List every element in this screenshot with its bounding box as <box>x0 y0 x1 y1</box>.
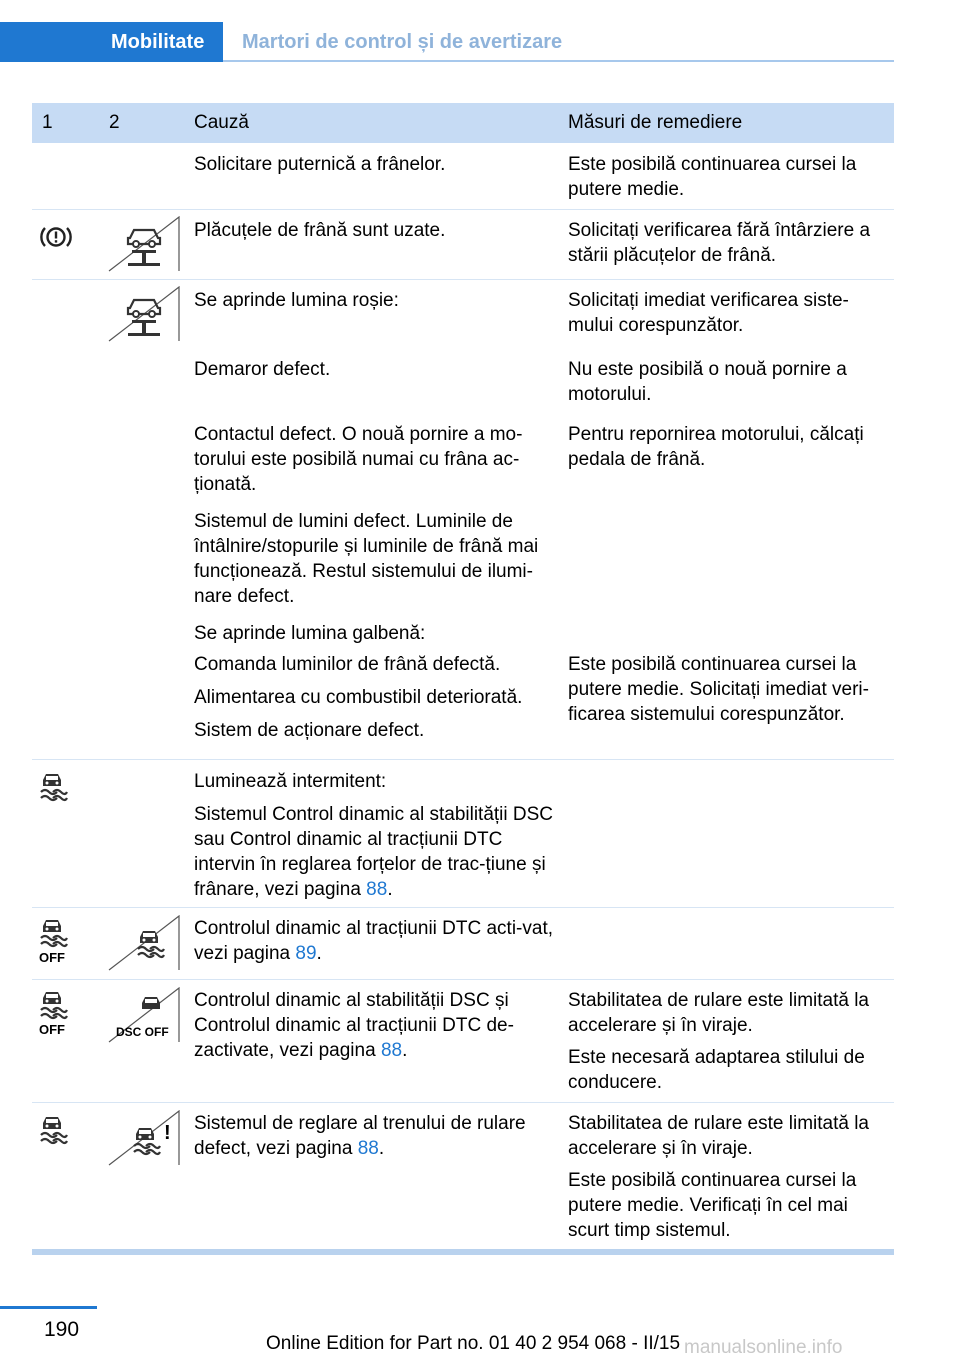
punctuation: . <box>387 879 393 900</box>
page-link[interactable]: 88 <box>380 1040 403 1061</box>
cause-text: Solicitare puternică a frânelor. <box>194 154 446 175</box>
brake-warning-icon <box>39 224 73 250</box>
remedy-text: Este posibilă continuarea cursei la putere medie. Verificați în cel mai scurt timp sistemul. <box>568 1170 857 1241</box>
cause-text: Sistem de acționare defect. <box>194 720 425 741</box>
cause-text <box>194 988 556 1063</box>
table-end-bar <box>32 1249 894 1255</box>
cause-text: Sistemul de lumini defect. Luminile de întâlnire/stopurile și luminile de frână mai funcționează. Restul sistemului de ilumi-nare defect. <box>194 511 539 607</box>
cause-text: Contactul defect. O nouă pornire a mo-torului este posibilă numai cu frâna ac-ționată. <box>194 424 523 495</box>
page-link[interactable]: 88 <box>366 879 388 900</box>
table-row <box>32 210 894 280</box>
dsc-off-car-icon <box>108 987 180 1043</box>
cause-text: Plăcuțele de frână sunt uzate. <box>194 220 446 241</box>
col-header-1: 1 <box>42 112 53 133</box>
punctuation: . <box>316 943 322 964</box>
cause-text: Se aprinde lumina roșie: <box>194 290 399 311</box>
remedy-text: Stabilitatea de rulare este limitată la accelerare și în viraje. <box>568 1113 869 1159</box>
punctuation: . <box>402 1040 408 1061</box>
cause-text <box>194 1111 556 1161</box>
page-link[interactable]: 88 <box>357 1138 379 1159</box>
car-lift-icon <box>108 216 180 272</box>
cause-text: Alimentarea cu combustibil deteriorată. <box>194 687 523 708</box>
page-header <box>0 22 894 62</box>
header-rule <box>223 60 894 62</box>
off-label: OFF <box>39 950 65 965</box>
warning-lights-table <box>32 103 894 1255</box>
cause-text: Demaror defect. <box>194 359 331 380</box>
table-row <box>32 760 894 908</box>
table-row <box>32 1103 894 1249</box>
remedy-text: Pentru repornirea motorului, călcați pedala de frână. <box>568 424 864 470</box>
chapter-tab[interactable]: Martori de control și de avertizare <box>242 31 563 53</box>
table-row <box>32 908 894 980</box>
remedy-text: Solicitați imediat verificarea siste-mului corespunzător. <box>568 290 849 336</box>
dsc-skid-icon <box>39 1115 71 1145</box>
cause-text: Se aprinde lumina galbenă: <box>194 623 426 644</box>
table-row <box>32 980 894 1103</box>
footer-accent-bar <box>0 1306 97 1309</box>
punctuation: . <box>378 1138 385 1159</box>
edition-text: Online Edition for Part no. 01 40 2 954 068 - II/15 <box>266 1333 681 1354</box>
table-row <box>32 280 894 760</box>
dsc-off-label: DSC OFF <box>116 1025 169 1039</box>
page-number: 190 <box>44 1318 80 1341</box>
remedy-text: Este necesară adaptarea stilului de conducere. <box>568 1047 865 1093</box>
table-row <box>32 143 894 210</box>
page-link[interactable]: 89 <box>295 943 317 964</box>
table-header-row <box>32 103 894 143</box>
cause-body: Controlul dinamic al stabilității DSC și Controlul dinamic al tracțiunii DTC de-zactivate, vezi pagina <box>194 990 514 1061</box>
remedy-text: Este posibilă continuarea cursei la putere medie. Solicitați imediat veri-ficarea sistemului corespunzător. <box>568 654 869 725</box>
watermark: manualsonline.info <box>684 1337 843 1358</box>
cause-body: Controlul dinamic al tracțiunii DTC acti-vat, vezi pagina <box>194 918 554 964</box>
cause-body: Sistemul Control dinamic al stabilității DSC sau Control dinamic al tracțiunii DTC intervin în reglarea forțelor de trac-țiune și frânare, vezi pagina <box>194 804 554 900</box>
dtc-skid-icon <box>108 915 180 971</box>
col-header-2: 2 <box>109 112 120 133</box>
cause-text <box>194 916 556 966</box>
col-header-cause: Cauză <box>194 112 249 133</box>
remedy-text: Stabilitatea de rulare este limitată la accelerare și în viraje. <box>568 990 869 1036</box>
cause-text: Comanda luminilor de frână defectă. <box>194 654 501 675</box>
section-tab[interactable]: Mobilitate <box>0 22 223 62</box>
remedy-text: Este posibilă continuarea cursei la putere medie. <box>568 154 857 200</box>
cause-text: Luminează intermitent: <box>194 771 387 792</box>
car-lift-icon <box>108 286 180 342</box>
dsc-off-icon <box>39 990 73 1038</box>
exclamation-mark: ! <box>164 1122 171 1144</box>
cause-text <box>194 802 556 902</box>
off-label: OFF <box>39 1022 65 1037</box>
remedy-text: Solicitați verificarea fără întârziere a stării plăcuțelor de frână. <box>568 220 871 266</box>
dsc-off-icon <box>39 918 73 966</box>
skid-warning-icon <box>108 1110 180 1166</box>
col-header-remedy: Măsuri de remediere <box>568 112 743 133</box>
dsc-skid-icon <box>39 772 71 802</box>
remedy-text: Nu este posibilă o nouă pornire a motorului. <box>568 359 847 405</box>
cause-body: Sistemul de reglare al trenului de rulare defect, vezi pagina <box>194 1113 526 1159</box>
